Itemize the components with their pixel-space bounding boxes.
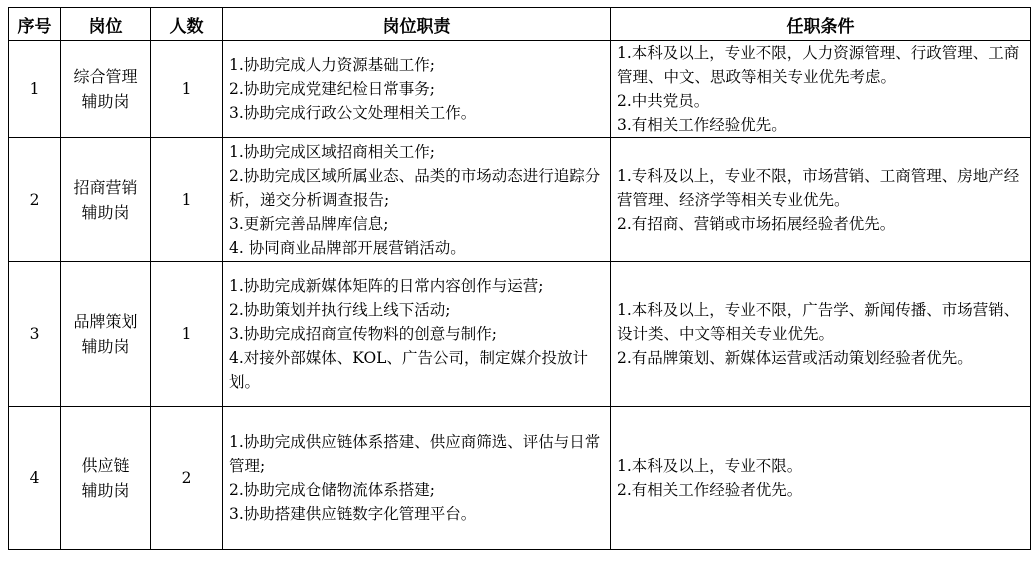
cell-no: 1	[9, 41, 61, 138]
requirement-item: 1.本科及以上，专业不限，人力资源管理、行政管理、工商管理、中文、思政等相关专业优先考虑。	[617, 44, 1020, 86]
cell-requirements	[611, 407, 1031, 550]
cell-duties	[223, 41, 611, 138]
cell-duties	[223, 407, 611, 550]
duty-item: 2.协助完成仓储物流体系搭建;	[229, 481, 436, 499]
cell-requirements	[611, 41, 1031, 138]
duty-item: 3.协助完成行政公文处理相关工作。	[229, 104, 477, 122]
duty-item: 1.协助完成新媒体矩阵的日常内容创作与运营;	[229, 277, 544, 295]
header-position: 岗位	[61, 8, 151, 41]
cell-no: 3	[9, 262, 61, 407]
requirement-item: 2.有品牌策划、新媒体运营或活动策划经验者优先。	[617, 349, 973, 367]
header-no: 序号	[9, 8, 61, 41]
position-line: 辅助岗	[81, 92, 130, 111]
table-header-row	[9, 8, 1031, 41]
duty-item: 3.更新完善品牌库信息;	[229, 214, 389, 233]
cell-duties	[223, 138, 611, 262]
position-line: 辅助岗	[81, 337, 130, 356]
cell-requirements	[611, 262, 1031, 407]
cell-count: 1	[151, 41, 223, 138]
cell-count: 1	[151, 138, 223, 262]
requirement-item: 2.有招商、营销或市场拓展经验者优先。	[617, 214, 896, 233]
table-row	[9, 262, 1031, 407]
cell-no: 2	[9, 138, 61, 262]
cell-position	[61, 138, 151, 262]
table-row	[9, 138, 1031, 262]
table-row	[9, 41, 1031, 138]
duty-item: 3.协助搭建供应链数字化管理平台。	[229, 505, 477, 523]
duty-item: 2.协助完成党建纪检日常事务;	[229, 80, 436, 98]
duty-item: 4.对接外部媒体、KOL、广告公司，制定媒介投放计划。	[229, 349, 588, 391]
table-row	[9, 407, 1031, 550]
requirement-item: 1.本科及以上，专业不限，广告学、新闻传播、市场营销、设计类、中文等相关专业优先。	[617, 301, 1020, 343]
requirement-item: 2.中共党员。	[617, 92, 710, 110]
position-line: 供应链	[81, 456, 130, 475]
cell-count: 2	[151, 407, 223, 550]
cell-count: 1	[151, 262, 223, 407]
requirement-item: 3.有相关工作经验优先。	[617, 116, 787, 134]
requirement-item: 1.专科及以上，专业不限，市场营销、工商管理、房地产经营管理、经济学等相关专业优先。	[617, 166, 1020, 209]
position-line: 辅助岗	[81, 202, 130, 222]
cell-no: 4	[9, 407, 61, 550]
header-duties: 岗位职责	[223, 8, 611, 41]
cell-duties	[223, 262, 611, 407]
duty-item: 2.协助完成区域所属业态、品类的市场动态进行追踪分析，递交分析调查报告;	[229, 166, 601, 209]
position-line: 招商营销	[73, 177, 138, 197]
duty-item: 1.协助完成区域招商相关工作;	[229, 142, 436, 161]
cell-position	[61, 41, 151, 138]
duty-item: 2.协助策划并执行线上线下活动;	[229, 301, 451, 319]
position-line: 品牌策划	[73, 312, 138, 331]
duty-item: 3.协助完成招商宣传物料的创意与制作;	[229, 325, 498, 343]
duty-item: 1.协助完成供应链体系搭建、供应商筛选、评估与日常管理;	[229, 433, 601, 475]
cell-requirements	[611, 138, 1031, 262]
requirement-item: 1.本科及以上，专业不限。	[617, 457, 803, 475]
header-requirements: 任职条件	[611, 8, 1031, 41]
recruitment-table	[8, 7, 1031, 550]
requirement-item: 2.有相关工作经验者优先。	[617, 481, 803, 499]
cell-position	[61, 407, 151, 550]
position-line: 综合管理	[73, 67, 138, 86]
header-count: 人数	[151, 8, 223, 41]
duty-item: 4. 协同商业品牌部开展营销活动。	[229, 238, 466, 257]
position-line: 辅助岗	[81, 481, 130, 500]
duty-item: 1.协助完成人力资源基础工作;	[229, 56, 436, 74]
cell-position	[61, 262, 151, 407]
